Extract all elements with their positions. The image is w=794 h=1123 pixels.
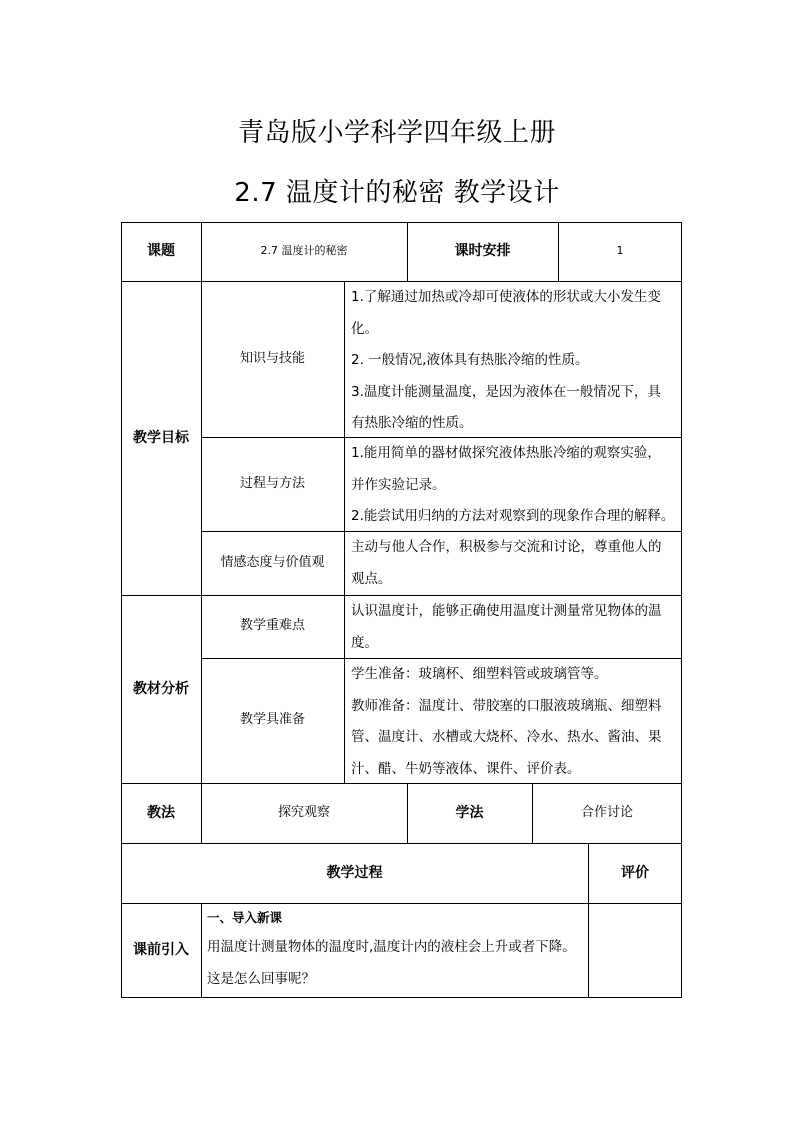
goals-label: 教学目标 bbox=[133, 429, 189, 446]
materials-text bbox=[351, 659, 662, 785]
learn-method-label: 学法 bbox=[455, 804, 484, 821]
text-line: 1.能用简单的器材做探究液体热胀冷缩的观察实验， bbox=[351, 445, 661, 461]
intro-evaluation-cell bbox=[588, 903, 682, 998]
hours-label: 课时安排 bbox=[454, 243, 511, 260]
intro-label: 课前引入 bbox=[133, 942, 189, 959]
text-line: 并作实验记录。 bbox=[351, 476, 446, 493]
learn-method-value: 合作讨论 bbox=[580, 804, 633, 820]
column-divider bbox=[201, 903, 202, 998]
teach-method-value: 探究观察 bbox=[277, 804, 330, 820]
text-line: 度。 bbox=[351, 634, 378, 651]
text-line: 学生准备：玻璃杯、细塑料管或玻璃管等。 bbox=[351, 666, 608, 682]
text-line: 1.了解通过加热或冷却可使液体的形状或大小发生变 bbox=[351, 289, 661, 305]
text-line: 观点。 bbox=[351, 570, 392, 587]
key-points-label: 教学重难点 bbox=[239, 618, 305, 634]
text-line: 2. 一般情况,液体具有热胀冷缩的性质。 bbox=[351, 352, 589, 368]
hours-value: 1 bbox=[616, 244, 624, 258]
evaluation-header: 评价 bbox=[621, 864, 649, 881]
analysis-label: 教材分析 bbox=[133, 680, 189, 697]
column-divider bbox=[344, 281, 345, 784]
attitude-label: 情感态度与价值观 bbox=[220, 554, 325, 570]
knowledge-text bbox=[351, 282, 661, 440]
text-line: 教师准备：温度计、带胶塞的口服液玻璃瓶、细塑料 bbox=[351, 697, 662, 714]
text-line: 管、温度计、水槽或大烧杯、冷水、热水、酱油、果 bbox=[351, 729, 662, 745]
attitude-text bbox=[351, 532, 662, 595]
teach-method-label: 教法 bbox=[147, 804, 175, 821]
lesson-title: 2.7 温度计的秘密 教学设计 bbox=[234, 178, 560, 208]
process-label: 过程与方法 bbox=[239, 475, 305, 491]
text-line: 化。 bbox=[351, 320, 378, 337]
text-line: 认识温度计，能够正确使用温度计测量常见物体的温 bbox=[351, 603, 662, 619]
intro-heading: 一、导入新课 bbox=[207, 910, 283, 925]
teaching-process-header: 教学过程 bbox=[326, 864, 383, 881]
process-text bbox=[351, 438, 674, 533]
subject-label: 课题 bbox=[147, 243, 175, 260]
intro-text bbox=[207, 904, 576, 995]
text-line: 3.温度计能测量温度，是因为液体在一般情况下，具 bbox=[351, 383, 661, 400]
document-title: 青岛版小学科学四年级上册 bbox=[237, 118, 556, 148]
subject-value: 2.7 温度计的秘密 bbox=[260, 244, 348, 258]
text-line: 汁、醋、牛奶等液体、课件、评价表。 bbox=[351, 760, 581, 777]
knowledge-label: 知识与技能 bbox=[239, 350, 305, 366]
key-points-text bbox=[351, 596, 662, 659]
text-line: 这是怎么回事呢？ bbox=[207, 970, 315, 987]
text-line: 主动与他人合作，积极参与交流和讨论，尊重他人的 bbox=[351, 539, 662, 555]
text-line: 2.能尝试用归纳的方法对观察到的现象作合理的解释。 bbox=[351, 508, 675, 524]
text-line: 用温度计测量物体的温度时,温度计内的液柱会上升或者下降。 bbox=[207, 939, 576, 955]
materials-label: 教学具准备 bbox=[239, 712, 305, 728]
text-line: 有热胀冷缩的性质。 bbox=[351, 415, 473, 431]
